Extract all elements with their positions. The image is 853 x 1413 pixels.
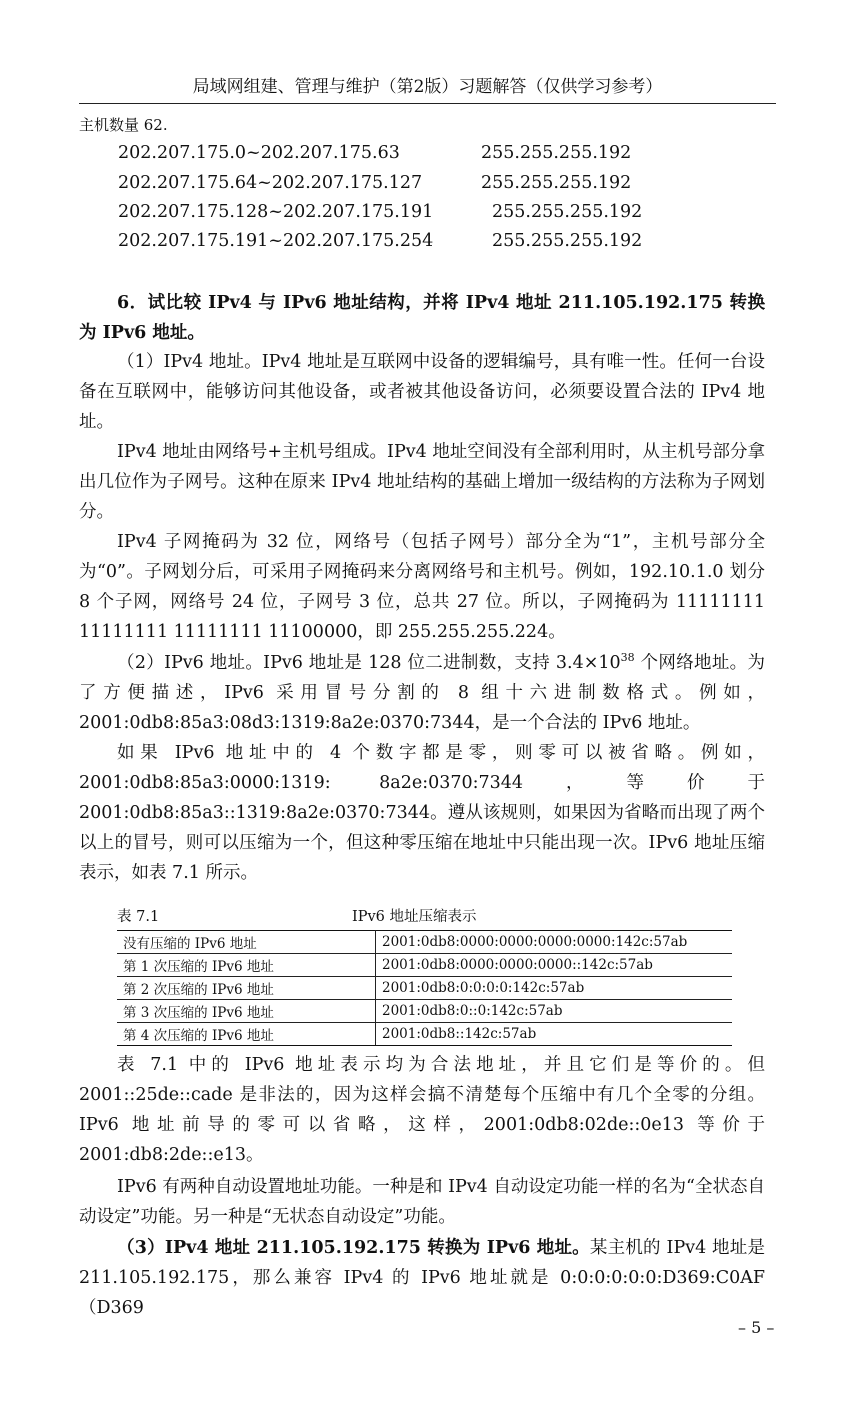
paragraph-ipv6-intro — [79, 648, 765, 738]
subnet-range: 202.207.175.0~202.207.175.63 — [118, 143, 400, 163]
table-cell-addr: 2001:0db8::142c:57ab — [376, 1023, 733, 1046]
ipv6-text-before: （2）IPv6 地址。IPv6 地址是 128 位二进制数，支持 3.4×10 — [117, 653, 621, 673]
ipv6-compression-table — [117, 930, 732, 1046]
paragraph-ipv4-mask: IPv4 子网掩码为 32 位，网络号（包括子网号）部分全为“1”，主机号部分全为“0”。子网划分后，可采用子网掩码来分离网络号和主机号。例如，192.10.1.0 划分 8 个子网，网络号 24 位，子网号 3 位，总共 27 位。所以，子网掩码为 11111111 11111111 11111111 11100000，即 255.255.255.224。 — [79, 532, 765, 642]
page-header: 局域网组建、管理与维护（第2版）习题解答（仅供学习参考） — [79, 72, 776, 104]
question-heading: 6．试比较 IPv4 与 IPv6 地址结构，并将 IPv4 地址 211.105.192.175 转换为 IPv6 地址。 — [79, 293, 765, 343]
table-cell-addr: 2001:0db8:0::0:142c:57ab — [376, 1000, 733, 1023]
subnet-range: 202.207.175.191~202.207.175.254 — [118, 231, 434, 251]
paragraph-ipv4-structure: IPv4 地址由网络号+主机号组成。IPv4 地址空间没有全部利用时，从主机号部分拿出几位作为子网号。这种在原来 IPv4 地址结构的基础上增加一级结构的方法称为子网划分。 — [79, 442, 765, 522]
table-cell-desc: 第 4 次压缩的 IPv6 地址 — [117, 1023, 376, 1046]
table-title: IPv6 地址压缩表示 — [352, 909, 477, 925]
table-cell-desc: 第 2 次压缩的 IPv6 地址 — [117, 977, 376, 1000]
subnet-mask: 255.255.255.192 — [492, 202, 643, 222]
page-number: – 5 – — [738, 1318, 775, 1337]
ipv6-text-after: 个网络地址。为了方便描述，IPv6 采用冒号分割的 8 组十六进制数格式。例如，2001:0db8:85a3:08d3:1319:8a2e:0370:7344，是一个合法的 IPv6 地址。 — [79, 653, 766, 733]
table-cell-desc: 第 1 次压缩的 IPv6 地址 — [117, 954, 376, 977]
conversion-text: 某主机的 IPv4 地址是 211.105.192.175，那么兼容 IPv4 的 IPv6 地址就是 0:0:0:0:0:0:D369:C0AF（D369 — [79, 1238, 765, 1318]
table-cell-addr: 2001:0db8:0:0:0:0:142c:57ab — [376, 977, 733, 1000]
subnet-range: 202.207.175.64~202.207.175.127 — [118, 173, 423, 193]
paragraph-ipv6-legal: 表 7.1 中的 IPv6 地址表示均为合法地址，并且它们是等价的。但 2001::25de::cade 是非法的，因为这样会搞不清楚每个压缩中有几个全零的分组。IPv6 地址前导的零可以省略，这样，2001:0db8:02de::0e13 等价于 2001:db8:2de::e13。 — [79, 1055, 765, 1165]
table-row — [117, 1000, 732, 1023]
subnet-mask: 255.255.255.192 — [481, 143, 632, 163]
paragraph-ipv6-autoconfig: IPv6 有两种自动设置地址功能。一种是和 IPv4 自动设定功能一样的名为“全状态自动设定”功能。另一种是“无状态自动设定”功能。 — [79, 1177, 765, 1227]
table-row — [117, 954, 732, 977]
table-cell-desc: 第 3 次压缩的 IPv6 地址 — [117, 1000, 376, 1023]
table-row — [117, 931, 732, 954]
subnet-mask: 255.255.255.192 — [481, 173, 632, 193]
table-cell-addr: 2001:0db8:0000:0000:0000:0000:142c:57ab — [376, 931, 733, 954]
table-cell-addr: 2001:0db8:0000:0000:0000::142c:57ab — [376, 954, 733, 977]
paragraph-ipv6-compress: 如果 IPv6 地址中的 4 个数字都是零，则零可以被省略。例如，2001:0db8:85a3:0000:1319: 8a2e:0370:7344，等价于 2001:0db8:85a3::1319:8a2e:0370:7344。遵从该规则，如果因为省略而出现了两个以上的冒号，则可以压缩为一个，但这种零压缩在地址中只能出现一次。IPv6 地址压缩表示，如表 7.1 所示。 — [79, 743, 765, 883]
table-cell-desc: 没有压缩的 IPv6 地址 — [117, 931, 376, 954]
paragraph-ipv4-intro: （1）IPv4 地址。IPv4 地址是互联网中设备的逻辑编号，具有唯一性。任何一台设备在互联网中，能够访问其他设备，或者被其他设备访问，必须要设置合法的 IPv4 地址。 — [79, 352, 765, 432]
host-count: 主机数量 62. — [79, 116, 168, 134]
paragraph-conversion — [79, 1233, 765, 1323]
exponent: 38 — [620, 651, 635, 665]
conversion-heading: （3）IPv4 地址 211.105.192.175 转换为 IPv6 地址。 — [117, 1238, 590, 1258]
table-label: 表 7.1 — [117, 909, 160, 925]
subnet-range: 202.207.175.128~202.207.175.191 — [118, 202, 434, 222]
table-row — [117, 1023, 732, 1046]
subnet-mask: 255.255.255.192 — [492, 231, 643, 251]
table-row — [117, 977, 732, 1000]
